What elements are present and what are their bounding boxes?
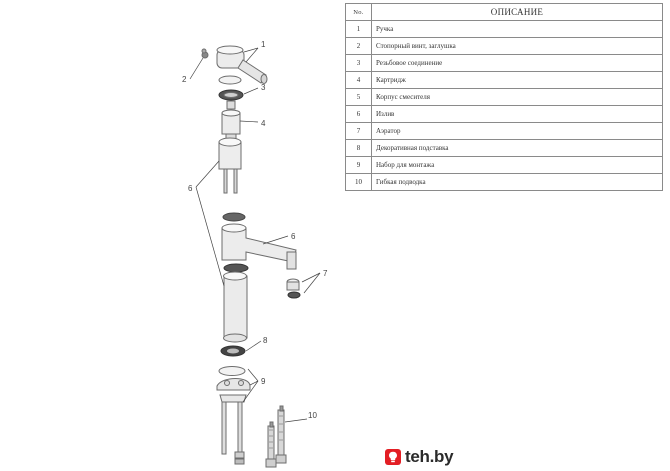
- callout-4: 4: [261, 119, 266, 128]
- table-row: [346, 140, 663, 157]
- header-number: No.: [346, 4, 372, 21]
- watermark-text: teh.by: [405, 447, 454, 466]
- o-ring-part: [223, 213, 245, 221]
- row-description: Гибкая подводка: [372, 174, 663, 191]
- row-number: 10: [346, 174, 372, 191]
- row-number: 5: [346, 89, 372, 106]
- table-row: [346, 174, 663, 191]
- threaded-connection-part: [219, 76, 243, 109]
- table-row: [346, 38, 663, 55]
- body-tube-part: [224, 272, 248, 342]
- aerator-part: [287, 279, 300, 298]
- o-ring-part: [224, 264, 248, 272]
- table-header-row: [346, 4, 663, 21]
- callout-10: 10: [308, 411, 317, 420]
- bulb-icon: [385, 449, 401, 465]
- mounting-kit-part: [217, 367, 250, 465]
- row-number: 1: [346, 21, 372, 38]
- callout-5: 6: [188, 184, 193, 193]
- callout-7: 7: [323, 269, 328, 278]
- table-row: [346, 106, 663, 123]
- row-description: Резьбовое соединение: [372, 55, 663, 72]
- row-number: 4: [346, 72, 372, 89]
- callout-8: 8: [263, 336, 268, 345]
- callout-3: 3: [261, 83, 266, 92]
- header-description: ОПИСАНИЕ: [372, 4, 663, 21]
- table-row: [346, 157, 663, 174]
- mixer-body-part: [219, 138, 241, 193]
- table-row: [346, 21, 663, 38]
- row-description: Декоративная подставка: [372, 140, 663, 157]
- row-description: Излив: [372, 106, 663, 123]
- callout-6: 6: [291, 232, 296, 241]
- callout-9: 9: [261, 377, 266, 386]
- row-number: 8: [346, 140, 372, 157]
- row-number: 6: [346, 106, 372, 123]
- parts-table: [345, 3, 663, 191]
- table-row: [346, 89, 663, 106]
- callout-1: 1: [261, 40, 266, 49]
- set-screw-part: [202, 49, 208, 58]
- row-description: Набор для монтажа: [372, 157, 663, 174]
- leader-lines: [190, 48, 320, 422]
- table-row: [346, 72, 663, 89]
- row-description: Корпус смесителя: [372, 89, 663, 106]
- watermark-logo: [385, 446, 453, 468]
- cartridge-part: [222, 110, 240, 140]
- flexible-hose-part: [266, 406, 286, 467]
- table-row: [346, 123, 663, 140]
- spout-part: [222, 224, 296, 269]
- row-description: Картридж: [372, 72, 663, 89]
- row-number: 2: [346, 38, 372, 55]
- table-row: [346, 55, 663, 72]
- callout-2: 2: [182, 75, 187, 84]
- row-description: Стопорный винт, заглушка: [372, 38, 663, 55]
- row-number: 3: [346, 55, 372, 72]
- row-description: Ручка: [372, 21, 663, 38]
- row-number: 9: [346, 157, 372, 174]
- row-number: 7: [346, 123, 372, 140]
- row-description: Аэратор: [372, 123, 663, 140]
